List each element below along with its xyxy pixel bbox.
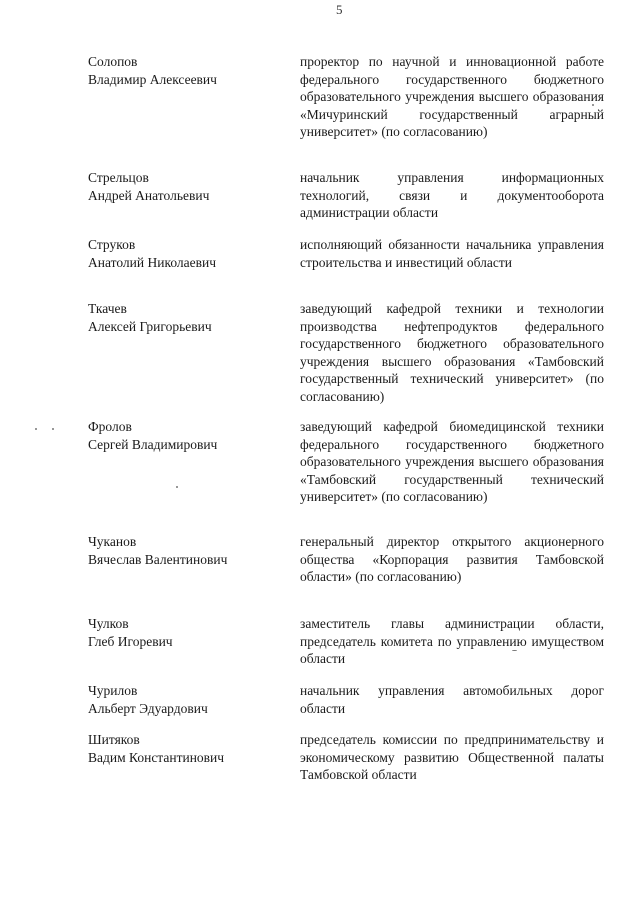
member-name (88, 533, 278, 568)
member-position: генеральный директор открытого акционерного общества «Корпорация развития Тамбовской области» (по согласованию) (300, 534, 604, 584)
member-name (88, 615, 278, 650)
member-surname: Шитяков (88, 732, 140, 747)
member-given-names: Андрей Анатольевич (88, 187, 210, 203)
member-given-names: Сергей Владимирович (88, 436, 218, 452)
member-given-names: Глеб Игоревич (88, 633, 173, 649)
member-given-names: Вадим Константинович (88, 749, 225, 765)
member-surname: Фролов (88, 419, 132, 434)
member-given-names: Владимир Алексеевич (88, 71, 217, 87)
member-surname: Чулков (88, 616, 129, 631)
scan-speck (592, 104, 594, 106)
member-position: председатель комиссии по предпринимательству и экономическому развитию Общественной палаты Тамбовской области (300, 732, 604, 782)
member-name (88, 169, 278, 204)
member-position: заведующий кафедрой техники и технологии производства нефтепродуктов федерального государственного бюджетного образовательного учреждения высшего образования «Тамбовский государственный технический университет» (по согласованию) (300, 301, 604, 404)
member-given-names: Анатолий Николаевич (88, 254, 216, 270)
member-surname: Чурилов (88, 683, 138, 698)
scan-speck (35, 428, 37, 430)
member-given-names: Альберт Эдуардович (88, 700, 208, 716)
member-name (88, 731, 278, 766)
member-position: заместитель главы администрации области, председатель комитета по управлению имуществом области (300, 616, 604, 666)
member-given-names: Алексей Григорьевич (88, 318, 212, 334)
member-name (88, 300, 278, 335)
member-position: исполняющий обязанности начальника управления строительства и инвестиций области (300, 237, 604, 270)
member-surname: Солопов (88, 54, 138, 69)
member-name (88, 682, 278, 717)
member-name (88, 236, 278, 271)
member-given-names: Вячеслав Валентинович (88, 551, 228, 567)
member-position: начальник управления информационных технологий, связи и документооборота администрации области (300, 170, 604, 220)
member-position: проректор по научной и инновационной работе федерального государственного бюджетного образовательного учреждения высшего образования «Мичуринский государственный аграрный университет» (по согласованию) (300, 54, 604, 139)
member-name (88, 53, 278, 88)
member-name (88, 418, 278, 453)
member-surname: Ткачев (88, 301, 127, 316)
member-surname: Чуканов (88, 534, 137, 549)
scan-speck (512, 650, 517, 651)
scan-speck (52, 428, 54, 430)
member-position: заведующий кафедрой биомедицинской техники федерального государственного бюджетного образовательного учреждения высшего образования «Тамбовский государственный технический университет» (по согласованию) (300, 419, 604, 504)
member-position: начальник управления автомобильных дорог области (300, 683, 604, 716)
member-surname: Струков (88, 237, 136, 252)
scan-speck (176, 486, 178, 488)
page-number: 5 (336, 2, 343, 17)
member-surname: Стрельцов (88, 170, 149, 185)
